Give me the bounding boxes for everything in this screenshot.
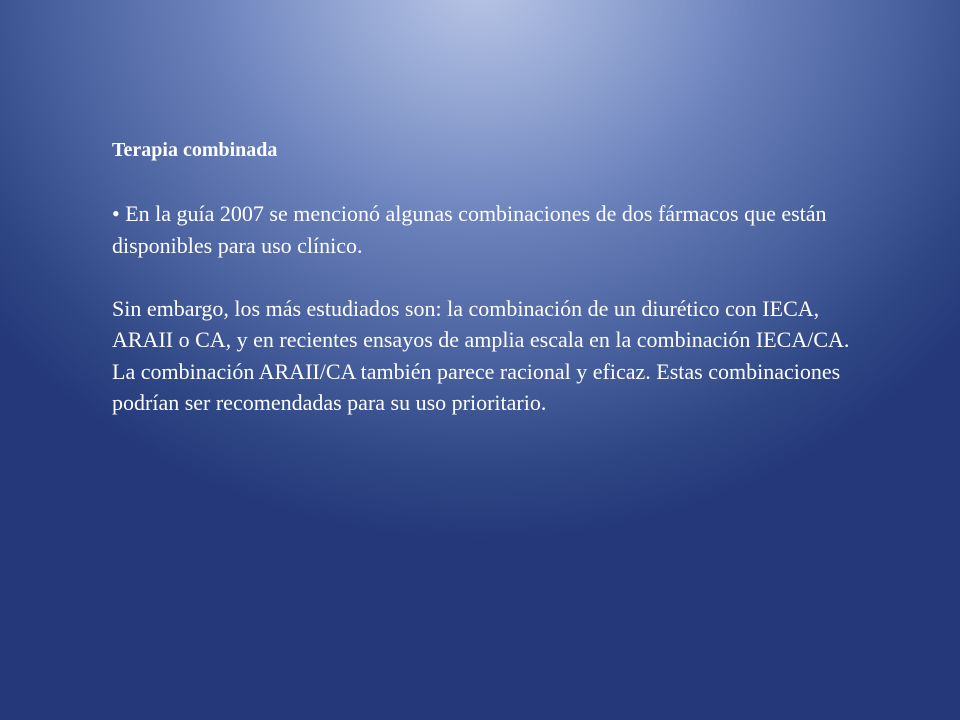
bullet-symbol: •: [112, 201, 120, 226]
slide-text-box: [112, 135, 872, 419]
bullet-paragraph: [112, 198, 872, 261]
spacer: [112, 261, 872, 293]
paragraph-2: La combinación ARAII/CA también parece racional y eficaz. Estas combinaciones podrían ser recomendadas para su uso prioritario.: [112, 358, 841, 415]
paragraph-1: Sin embargo, los más estudiados son: la combinación de un diurético con IECA, ARAII o CA, y en recientes ensayos de amplia escala en la combinación IECA/CA.: [112, 295, 850, 352]
bullet-text: En la guía 2007 se mencionó algunas combinaciones de dos fármacos que están disponibles para uso clínico.: [112, 201, 827, 258]
slide-title: Terapia combinada: [112, 139, 278, 161]
spacer: [112, 167, 872, 199]
